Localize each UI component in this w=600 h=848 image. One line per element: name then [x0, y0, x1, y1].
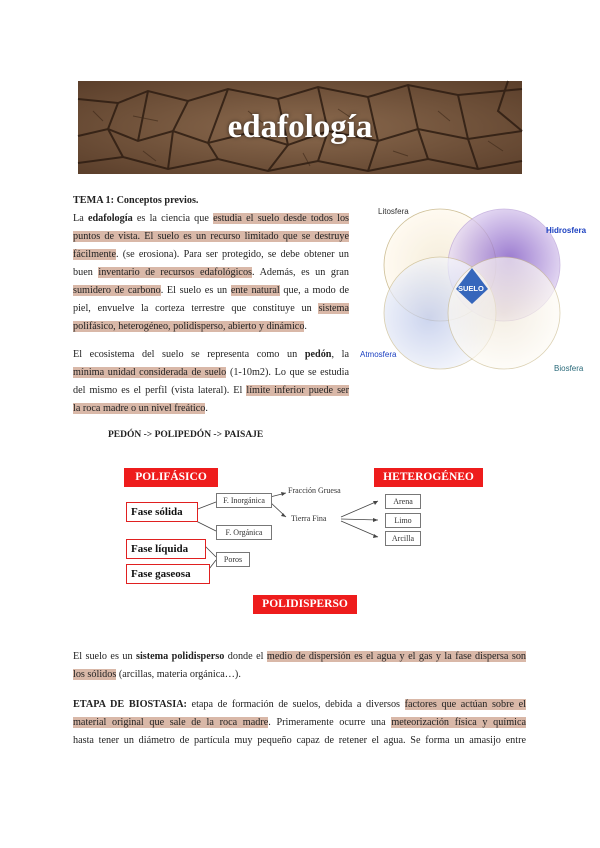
- polidisperso-label: POLIDISPERSO: [253, 595, 357, 614]
- paragraph-line: ETAPA DE BIOSTASIA: etapa de formación de suelos, debida a diversos factores que actúan sobre el: [73, 699, 526, 710]
- paragraph-line: El ecosistema del suelo se representa como un pedón, la: [73, 349, 349, 360]
- arcilla-box: Arcilla: [385, 531, 421, 546]
- arena-box: Arena: [385, 494, 421, 509]
- biosfera-circle: [448, 257, 560, 369]
- soil-spheres-venn-diagram: [360, 200, 592, 375]
- fraccion-gruesa-label: Fracción Gruesa: [288, 486, 341, 495]
- paragraph-line: piel, envuelve la corteza terrestre que constituye un sistema: [73, 303, 349, 314]
- f-organica-box: F. Orgánica: [216, 525, 272, 540]
- poros-box: Poros: [216, 552, 250, 567]
- atmosfera-label: Atmosfera: [360, 350, 397, 359]
- paragraph-line: los sólidos (arcillas, materia orgánica…).: [73, 669, 241, 680]
- paragraph-line: buen inventario de recursos edafológicos. Además, es un gran: [73, 267, 349, 278]
- paragraph-line: mínima unidad considerada de suelo (1-10m2). Lo que se estudia: [73, 367, 349, 378]
- fase-gaseosa-box: Fase gaseosa: [126, 564, 210, 584]
- paragraph-line: del mismo es el perfil (vista lateral). El límite inferior puede ser: [73, 385, 349, 396]
- paragraph-line: fácilmente. (se erosiona). Para ser protegido, se debe obtener un: [73, 249, 349, 260]
- paragraph-line: material original que sale de la roca madre. Primeramente ocurre una meteorización física y química: [73, 717, 526, 728]
- page-title: edafología: [227, 109, 373, 145]
- polifasico-label: POLIFÁSICO: [124, 468, 218, 487]
- paragraph-line: la roca madre o un nivel freático.: [73, 403, 208, 414]
- fase-solida-box: Fase sólida: [126, 502, 198, 522]
- paragraph-line: El suelo es un sistema polidisperso donde el medio de dispersión es el agua y el gas y la fase dispersa son: [73, 651, 527, 662]
- paragraph-line: puntos de vista. El suelo es un recurso limitado que se destruye: [73, 231, 349, 242]
- litosfera-label: Litosfera: [378, 207, 409, 216]
- paragraph-line: La edafología es la ciencia que estudia el suelo desde todos los: [73, 213, 349, 224]
- tierra-fina-label: Tierra Fina: [291, 514, 327, 523]
- fase-liquida-box: Fase líquida: [126, 539, 206, 559]
- heterogeneo-label: HETEROGÉNEO: [374, 468, 483, 487]
- soil-phases-diagram: [118, 465, 503, 610]
- pedon-sequence: PEDÓN -> POLIPEDÓN -> PAISAJE: [108, 430, 264, 440]
- paragraph-line: polifásico, heterogéneo, polidisperso, abierto y dinámico.: [73, 321, 307, 332]
- header-banner: [78, 81, 522, 174]
- suelo-label: SUELO: [458, 284, 484, 293]
- paragraph-line: hasta tener un diámetro de partícula muy pequeño capaz de retener el agua. Se forma un amasijo entre: [73, 735, 526, 746]
- section-heading: TEMA 1: Conceptos previos.: [73, 195, 199, 206]
- limo-box: Limo: [385, 513, 421, 528]
- biosfera-label: Biosfera: [554, 364, 584, 373]
- f-inorganica-box: F. Inorgánica: [216, 493, 272, 508]
- hidrosfera-label: Hidrosfera: [546, 226, 587, 235]
- paragraph-line: sumidero de carbono. El suelo es un ente natural que, a modo de: [73, 285, 349, 296]
